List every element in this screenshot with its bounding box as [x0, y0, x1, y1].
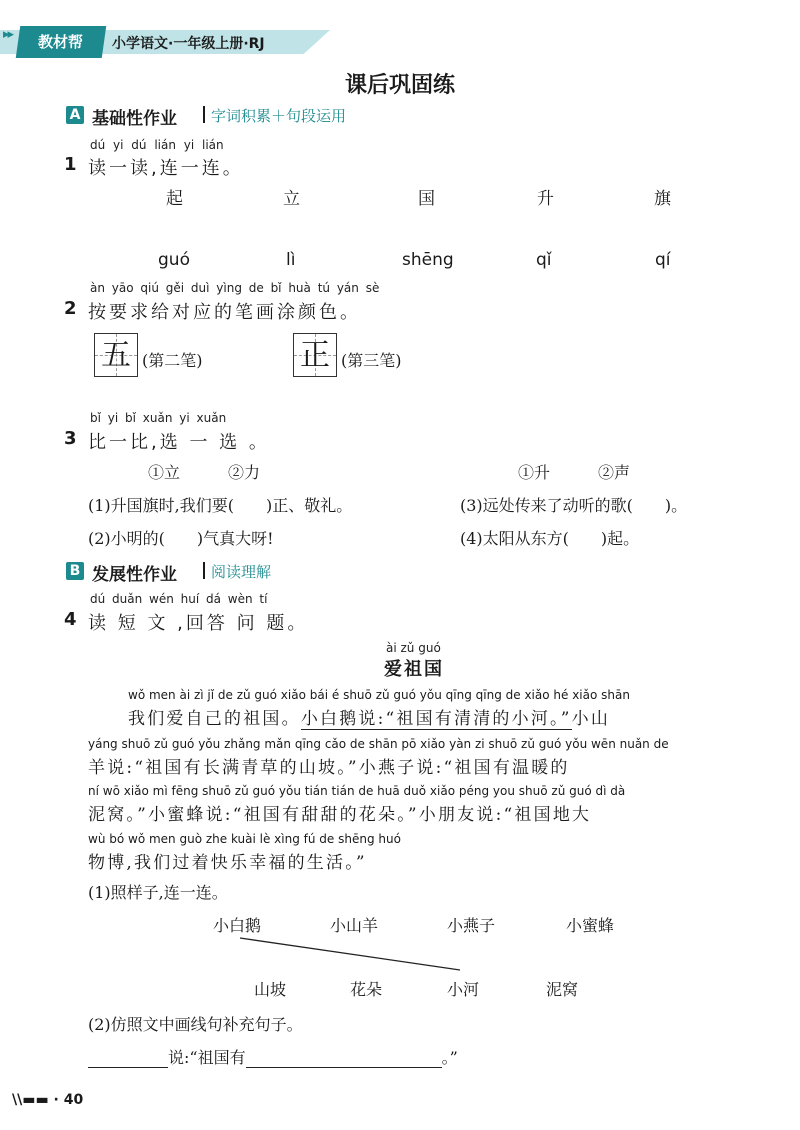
story-line-pinyin: wǒ men ài zì jǐ de zǔ guó xiǎo bái é shuō zǔ guó yǒu qīng qīng de xiǎo hé xiǎo shān	[128, 688, 630, 702]
match-top-item[interactable]: 小燕子	[447, 916, 496, 935]
page-number	[12, 1092, 83, 1108]
match-top-item[interactable]: 小山羊	[330, 916, 379, 935]
q2-stroke-note: (第三笔)	[341, 351, 402, 370]
match-top-item[interactable]: 小白鹅	[213, 916, 262, 935]
q1-pinyin: dú yi dú lián yi lián	[90, 138, 224, 152]
answer-blank[interactable]	[88, 1048, 168, 1068]
section-b-badge: B	[66, 562, 84, 580]
answer-blank[interactable]	[246, 1048, 442, 1068]
q1-text: 读一读,连一连。	[88, 158, 244, 179]
story-line-pinyin: ní wō xiǎo mì fēng shuō zǔ guó yǒu tián tián de huā duǒ xiǎo péng you shuō zǔ guó dì dà	[88, 784, 626, 798]
page-number-value: 40	[63, 1092, 84, 1108]
tianzi-char: 五	[101, 338, 131, 373]
example-connect-line	[240, 938, 460, 970]
q2-number: 2	[64, 298, 77, 319]
q4-sub2-label: (2)仿照文中画线句补充句子。	[88, 1015, 303, 1034]
q1-char: 旗	[654, 189, 671, 209]
q3-number: 3	[64, 428, 77, 449]
q2-stroke-note: (第二笔)	[142, 351, 203, 370]
q1-char: 立	[283, 189, 300, 209]
fill-line-text: 说:“祖国有	[168, 1048, 246, 1067]
story-line-pinyin: yáng shuō zǔ guó yǒu zhǎng mǎn qīng cǎo de shān pō xiǎo yàn zi shuō zǔ guó yǒu wēn nuǎn de	[88, 737, 669, 751]
q1-pinyin-option: lì	[286, 250, 296, 270]
match-bottom-item[interactable]: 花朵	[350, 980, 383, 999]
q4-pinyin: dú duǎn wén huí dá wèn tí	[90, 592, 268, 606]
header-dots-decoration: ▸▸	[3, 27, 13, 42]
q2-text: 按要求给对应的笔画涂颜色。	[88, 302, 361, 323]
match-top-item[interactable]: 小蜜蜂	[566, 916, 615, 935]
header-badge: 教材帮	[16, 26, 106, 58]
q3-item: (2)小明的( )气真大呀!	[88, 529, 274, 548]
match-bottom-item[interactable]: 山坡	[254, 980, 287, 999]
q3-item: (1)升国旗时,我们要( )正、敬礼。	[88, 496, 353, 515]
q4-text: 读 短 文 ,回答 问 题。	[88, 613, 309, 634]
q3-item: (4)太阳从东方( )起。	[460, 529, 640, 548]
story-title: 爱祖国	[384, 659, 444, 680]
page-title: 课后巩固练	[344, 73, 455, 98]
story-text: 小山	[571, 709, 611, 729]
q3-text: 比一比,选 一 选 。	[88, 432, 270, 453]
q4-number: 4	[64, 609, 77, 630]
q1-pinyin-option: shēng	[402, 250, 454, 270]
q1-char: 起	[166, 189, 183, 209]
q3-option: ①升	[518, 463, 551, 482]
story-line-pinyin: wù bó wǒ men guò zhe kuài lè xìng fú de shēng huó	[88, 832, 401, 846]
q1-char: 国	[418, 189, 435, 209]
q3-option: ①立	[148, 463, 181, 482]
q1-pinyin-option: guó	[158, 250, 190, 270]
q1-char: 升	[537, 189, 554, 209]
section-a-subtitle: 字词积累＋句段运用	[211, 107, 347, 125]
match-bottom-item[interactable]: 泥窝	[546, 980, 579, 999]
section-b-title: 发展性作业	[92, 565, 177, 585]
page-number-decoration: \\▬▬ ·	[12, 1092, 64, 1108]
section-b-subtitle: 阅读理解	[211, 563, 272, 581]
story-line: 物博,我们过着快乐幸福的生活。”	[88, 853, 367, 873]
section-a-badge: A	[66, 106, 84, 124]
story-title-pinyin: ài zǔ guó	[386, 641, 441, 655]
q1-number: 1	[64, 154, 77, 175]
q3-option: ②声	[598, 463, 631, 482]
section-a-title: 基础性作业	[92, 109, 177, 129]
q4-sub2-fill-line	[88, 1045, 458, 1068]
q3-option: ②力	[228, 463, 261, 482]
q3-item: (3)远处传来了动听的歌( )。	[460, 496, 688, 515]
story-text: 我们爱自己的祖国。	[128, 709, 301, 729]
q1-pinyin-option: qǐ	[536, 250, 552, 270]
header-subtitle: 小学语文·一年级上册·RJ	[112, 36, 265, 52]
story-underlined-sentence: 小白鹅说:“祖国有清清的小河。”	[300, 709, 572, 729]
story-line: 泥窝。”小蜜蜂说:“祖国有甜甜的花朵。”小朋友说:“祖国地大	[88, 805, 592, 825]
q2-pinyin: àn yāo qiú gěi duì yìng de bǐ huà tú yán sè	[90, 281, 380, 295]
match-bottom-item[interactable]: 小河	[447, 980, 480, 999]
story-line: 羊说:“祖国有长满青草的山坡。”小燕子说:“祖国有温暖的	[88, 758, 570, 778]
q3-pinyin: bǐ yi bǐ xuǎn yi xuǎn	[90, 411, 227, 425]
fill-line-text: 。”	[441, 1048, 458, 1067]
tianzi-char: 正	[300, 338, 330, 373]
q1-pinyin-option: qí	[655, 250, 671, 270]
q4-sub1-label: (1)照样子,连一连。	[88, 883, 228, 902]
